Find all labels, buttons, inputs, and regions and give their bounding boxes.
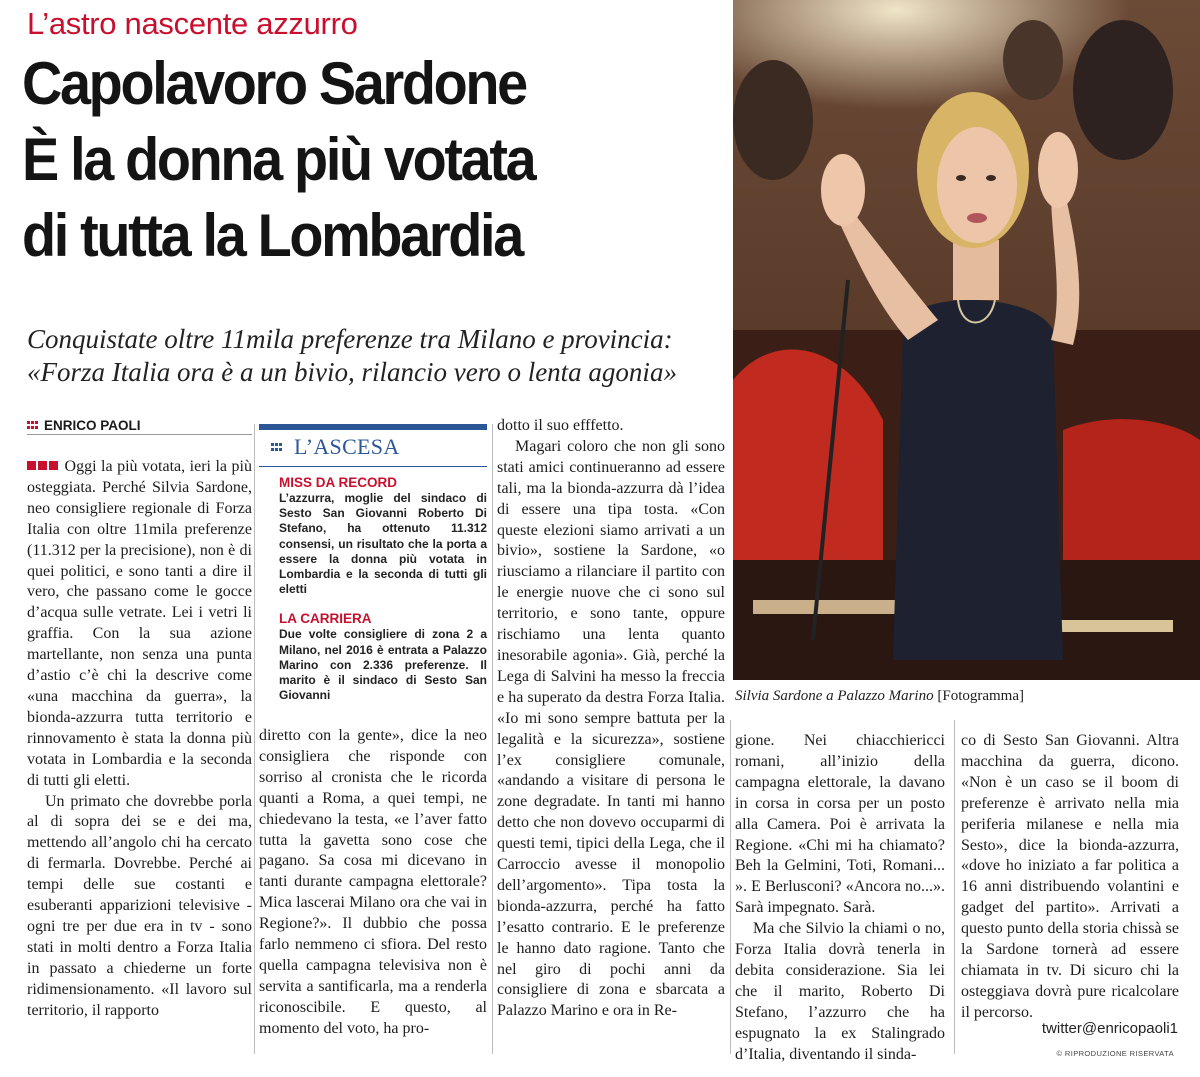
byline-dots-icon	[27, 421, 40, 430]
col1-paragraph-2: Un primato che dovrebbe porla al di sopra dei se e dei ma, mettendo all’angolo chi ha cercato di fermarla. Dovrebbe. Perché ai tempi delle sue costanti e esuberanti apparizioni televisive - ogni tre per due era in tv - sono stati in molti dentro a Forza Italia in passato a chiederne un forte ridimensionamento. «Il lavoro sul territorio, il rapporto	[27, 792, 252, 1019]
sidebar-title-text: L’ASCESA	[294, 434, 400, 459]
sidebar-text-1: L’azzurra, moglie del sindaco di Sesto San Giovanni Roberto Di Stefano, ha ottenuto 11.312 consensi, un risultato che la porta a essere la donna più votata in Lombardia e la seconda di tutti gli eletti	[279, 491, 487, 597]
col4-paragraph-2: Ma che Silvio la chiami o no, Forza Italia dovrà tenerla in debita considerazione. Sia lei che il marito, Roberto Di Stefano, l’azzurro che ha espugnato la ex Stalingrado d’Italia, diventando il sinda-	[735, 920, 945, 1063]
col3-paragraph-2: Magari coloro che non gli sono stati amici continueranno ad essere tali, ma la bionda-azzurra dà l’idea di essere una tipa tosta. «Con queste elezioni siamo arrivati a un bivio», sostiene la Sardone, «o riusciamo a rilanciare il partito con le energie nuove che ci sono sul territorio, e sono tante, oppure rischiamo una lenta quanto inesorabile agonia». Già, perché la Lega di Salvini ha messo la freccia e ha superato da destra Forza Italia. «Io mi sono sempre battuta per la legalità e la sicurezza», sostiene l’ex consigliere comunale, «andando a visitare di persona le zone degradate. In tanti mi hanno detto che non dovevo occuparmi di questi temi, tipici della Lega, che il Carroccio avesse il monopolio dell’argomento». Tipa tosta la bionda-azzurra, perché ha fatto l’esatto contrario. E le preferenze le hanno dato ragione. Tanto che nel giro di pochi anni da consigliere di zona e sbarcata a Palazzo Marino e ora in Re-	[497, 437, 725, 1020]
col3-paragraph-1: dotto il suo efffetto.	[497, 417, 624, 434]
col2-paragraph: diretto con la gente», dice la neo consigliera che risponde con sorriso al cronista che le ricorda quanti a Roma, a quei tempi, ne chiedevano la testa, «e l’aver fatto tutta la gavetta sono cose che pagano. Sa cosa mi dicevano in tanti durante campagna elettorale? Mica lascerai Milano ora che vai in Regione?». Il dubbio che possa farlo nemmeno ci sfiora. Del resto quella campagna televisiva non è servita a santificarla, ma a renderla riconoscibile. E questo, al momento del voto, ha pro-	[259, 727, 487, 1037]
kicker: L’astro nascente azzurro	[27, 6, 358, 41]
photo-credit: [Fotogramma]	[937, 688, 1025, 704]
col1-paragraph-1: Oggi la più votata, ieri la più osteggiata. Perché Silvia Sardone, neo consigliere regionale di Forza Italia con oltre 11mila preferenze (11.312 per la precisione), non è di quei politici, e sono tanti a dire il vero, che passano come le gocce d’acqua sulle vetrate. Lei i vetri li graffia. Con la sua azione martellante, non senza una punta d’astio c’è chi la descrive come «una macchina da guerra», la bionda-azzurra tutta territorio e rinnovamento è stata la donna più votata in Lombardia e la seconda di tutti gli eletti.	[27, 458, 252, 789]
subheadline	[27, 323, 727, 389]
column-divider	[954, 720, 955, 1054]
article-column-2	[259, 726, 487, 1040]
sidebar-text-2: Due volte consigliere di zona 2 a Milano, nel 2016 è entrata a Palazzo Marino con 2.336 preferenze. Il marito è il sindaco di Sesto San Giovanni	[279, 627, 487, 703]
article-column-3	[497, 416, 725, 1022]
sidebar-heading-2: LA CARRIERA	[279, 611, 372, 627]
byline-divider	[27, 434, 252, 435]
col4-paragraph-1: gione. Nei chiacchiericci romani, all’inizio della campagna elettorale, la davano in corsa in corsa per un posto alla Camera. Poi è arrivata la Regione. «Chi mi ha chiamato? Beh la Gelmini, Toti, Romani... ». E Berlusconi? «Ancora no...». Sarà impegnato. Sarà.	[735, 732, 945, 917]
photo-illustration	[733, 0, 1200, 680]
subheadline-line-2: «Forza Italia ora è a un bivio, rilancio vero o lenta agonia»	[27, 357, 677, 387]
copyright-notice: © RIPRODUZIONE RISERVATA	[1056, 1049, 1174, 1058]
author-name: ENRICO PAOLI	[44, 418, 141, 433]
col5-paragraph: co di Sesto San Giovanni. Altra macchina da guerra, dicono. «Non è un caso se il boom di preferenze è arrivato nella mia periferia milanese e nella mia Sesto», dice la bionda-azzurra, «dove ho iniziato a far politica a 16 anni distribuendo volantini e gadget del partito». Arrivati a questo punto della storia chissà se la Sardone tornerà ad essere chiamata in tv. Di sicuro chi la osteggiava dovrà pure ricalcolare il percorso.	[961, 732, 1179, 1021]
author-twitter: twitter@enricopaoli1	[1041, 1020, 1178, 1037]
sidebar-top-bar	[259, 424, 487, 430]
headline-line-2: È la donna più votata	[22, 126, 535, 193]
sidebar-rule	[259, 466, 487, 467]
article-photo	[733, 0, 1200, 680]
article-column-1	[27, 457, 252, 1021]
sidebar-dots-icon	[271, 443, 284, 452]
article-column-5	[961, 731, 1179, 1024]
subheadline-line-1: Conquistate oltre 11mila preferenze tra Milano e provincia:	[27, 324, 673, 354]
sidebar-box	[259, 424, 487, 703]
lead-square-icon	[38, 461, 47, 470]
photo-caption-text: Silvia Sardone a Palazzo Marino	[735, 688, 934, 704]
sidebar-heading-1: MISS DA RECORD	[279, 475, 398, 490]
byline	[27, 418, 141, 433]
sidebar-title	[259, 434, 487, 460]
headline-line-1: Capolavoro Sardone	[22, 50, 526, 117]
column-divider	[492, 424, 493, 1054]
lead-square-icon	[49, 461, 58, 470]
column-divider	[254, 424, 255, 1054]
photo-caption	[735, 688, 1024, 705]
headline	[22, 46, 673, 274]
headline-line-3: di tutta la Lombardia	[22, 202, 522, 269]
article-column-4	[735, 731, 945, 1066]
column-divider	[730, 720, 731, 1054]
lead-square-icon	[27, 461, 36, 470]
